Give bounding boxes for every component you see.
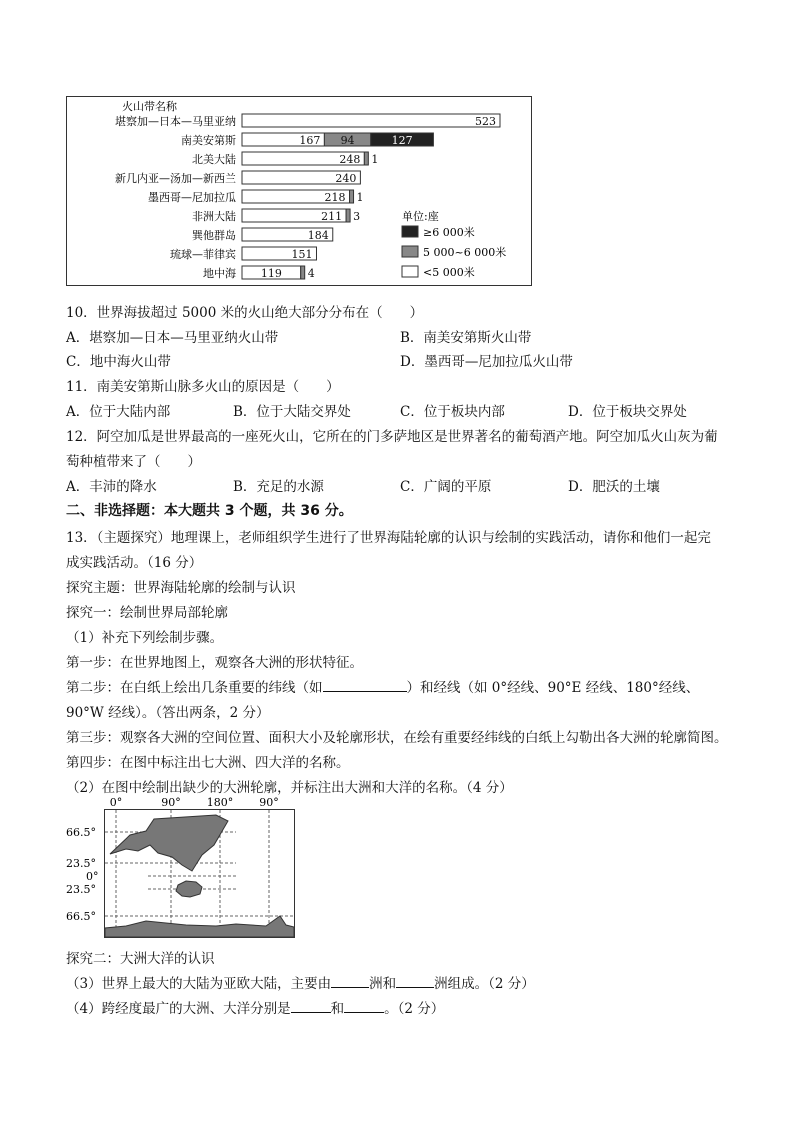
lat-label: 23.5° (66, 857, 96, 870)
q13-part3-b: 洲和 (369, 976, 397, 992)
legend-swatch (402, 226, 418, 237)
bar-value-label: 119 (260, 267, 282, 280)
lat-label: 23.5° (66, 883, 96, 896)
q13-explore1: 探究一：绘制世界局部轮廓 (66, 605, 228, 621)
legend-label: <5 000米 (423, 266, 475, 279)
q10-option-a[interactable]: A．堪察加—日本—马里亚纳火山带 (66, 330, 279, 346)
q13-explore2: 探究二：大洲大洋的认识 (66, 951, 215, 967)
bar-value-label: 1 (356, 191, 364, 204)
lon-label: 90° (161, 796, 181, 809)
category-label: 琉球—菲律宾 (170, 248, 236, 261)
q11-option-c[interactable]: C．位于板块内部 (400, 404, 505, 420)
bar-value-label: 523 (475, 115, 496, 128)
q13-theme: 探究主题：世界海陆轮廓的绘制与认识 (66, 580, 296, 596)
q13-step3: 第三步：观察各大洲的空间位置、面积大小及轮廓形状，在绘有重要经纬线的白纸上勾勒出各大洲的轮廓简图。 (66, 730, 728, 746)
lat-label: 66.5° (66, 826, 96, 839)
q11-option-b[interactable]: B．位于大陆交界处 (233, 404, 351, 420)
bar-value-label: 167 (299, 134, 321, 147)
lon-label: 0° (109, 796, 123, 809)
q12-option-c[interactable]: C．广阔的平原 (400, 479, 492, 495)
category-label: 非洲大陆 (192, 210, 236, 223)
category-label: 巽他群岛 (192, 229, 236, 242)
q12-option-d[interactable]: D．肥沃的土壤 (568, 479, 660, 495)
q13-step2-a: 第二步：在白纸上绘出几条重要的纬线（如 (66, 680, 323, 696)
q13-part4-a: （4）跨经度最广的大洲、大洋分别是 (66, 1001, 291, 1017)
q13-part3-a: （3）世界上最大的大陆为亚欧大陆，主要由 (66, 976, 332, 992)
q13-step2-b: ）和经线（如 0°经线、90°E 经线、180°经线、 (406, 680, 700, 696)
q13-step1: 第一步：在世界地图上，观察各大洲的形状特征。 (66, 655, 363, 671)
bar-segment (242, 114, 500, 127)
bar-segment (364, 152, 368, 165)
category-label: 新几内亚—汤加—新西兰 (115, 172, 236, 185)
q13-step2-c: 90°W 经线）。（答出两条，2 分） (66, 705, 270, 721)
bar-value-label: 218 (324, 191, 346, 204)
world-outline-map (66, 795, 298, 943)
q12-option-a[interactable]: A．丰沛的降水 (66, 479, 157, 495)
legend-label: 5 000~6 000米 (423, 246, 507, 259)
category-label: 北美大陆 (192, 153, 236, 166)
bar-value-label: 211 (321, 210, 343, 223)
chart-unit-label: 单位:座 (402, 210, 439, 223)
q11-option-a[interactable]: A．位于大陆内部 (66, 404, 171, 420)
bar-value-label: 1 (371, 153, 379, 166)
bar-value-label: 3 (353, 210, 361, 223)
lon-label: 180° (206, 796, 234, 809)
q13-part4-c: 。（2 分） (384, 1001, 445, 1017)
bar-value-label: 240 (335, 172, 357, 185)
legend-swatch (402, 266, 418, 277)
lon-label: 90° (259, 796, 279, 809)
bar-value-label: 248 (339, 153, 361, 166)
lat-label: 0° (86, 870, 99, 883)
q13-part4 (66, 997, 444, 1017)
q13-part3-blank1[interactable] (331, 974, 369, 988)
bar-segment (350, 190, 354, 203)
q13-part4-blank2[interactable] (344, 999, 384, 1013)
section2-heading: 二、非选择题：本大题共 3 个题，共 36 分。 (66, 503, 353, 519)
q13-intro-line2: 成实践活动。（16 分） (66, 555, 203, 571)
q13-part4-blank1[interactable] (291, 999, 331, 1013)
q13-part3 (66, 972, 535, 992)
q10-option-d[interactable]: D．墨西哥—尼加拉瓜火山带 (400, 354, 573, 370)
bar-segment (346, 209, 350, 222)
lat-label: 66.5° (66, 910, 96, 923)
category-label: 墨西哥—尼加拉瓜 (148, 191, 236, 204)
q13-part4-b: 和 (330, 1001, 345, 1017)
q12-option-b[interactable]: B．充足的水源 (233, 479, 324, 495)
q13-part1: （1）补充下列绘制步骤。 (66, 630, 224, 646)
q13-step2-line1 (66, 676, 699, 696)
bar-value-label: 151 (291, 248, 313, 261)
q11-stem: 11．南美安第斯山脉多火山的原因是（ ） (66, 379, 340, 395)
q13-intro-line1: 13．（主题探究）地理课上，老师组织学生进行了世界海陆轮廓的认识与绘制的实践活动，请你和他们一起完 (66, 530, 711, 546)
q13-step2-answer-blank[interactable] (323, 678, 407, 692)
volcano-belt-chart (66, 96, 532, 286)
category-label: 地中海 (203, 267, 236, 280)
bar-value-label: 4 (307, 267, 315, 280)
bar-value-label: 94 (340, 134, 355, 147)
q10-stem: 10．世界海拔超过 5000 米的火山绝大部分分布在（ ） (66, 305, 424, 321)
category-label: 堪察加—日本—马里亚纳 (115, 115, 236, 128)
bar-value-label: 127 (391, 134, 413, 147)
bar-segment (301, 266, 305, 279)
q12-stem-line2: 萄种植带来了（ ） (66, 454, 201, 470)
q13-part2: （2）在图中绘制出缺少的大洲轮廓，并标注出大洲和大洋的名称。（4 分） (66, 780, 513, 796)
bar-value-label: 184 (307, 229, 329, 242)
q13-part3-blank2[interactable] (396, 974, 434, 988)
q10-option-b[interactable]: B．南美安第斯火山带 (400, 330, 532, 346)
legend-label: ≥6 000米 (423, 226, 475, 239)
chart-title: 火山带名称 (122, 100, 177, 113)
q10-option-c[interactable]: C．地中海火山带 (66, 354, 171, 370)
q11-option-d[interactable]: D．位于板块交界处 (568, 404, 687, 420)
q13-step4: 第四步：在图中标注出七大洲、四大洋的名称。 (66, 755, 350, 771)
q12-stem-line1: 12．阿空加瓜是世界最高的一座死火山，它所在的门多萨地区是世界著名的葡萄酒产地。阿空加瓜火山灰为葡 (66, 429, 718, 445)
legend-swatch (402, 246, 418, 257)
category-label: 南美安第斯 (181, 134, 236, 147)
q13-part3-c: 洲组成。（2 分） (434, 976, 535, 992)
